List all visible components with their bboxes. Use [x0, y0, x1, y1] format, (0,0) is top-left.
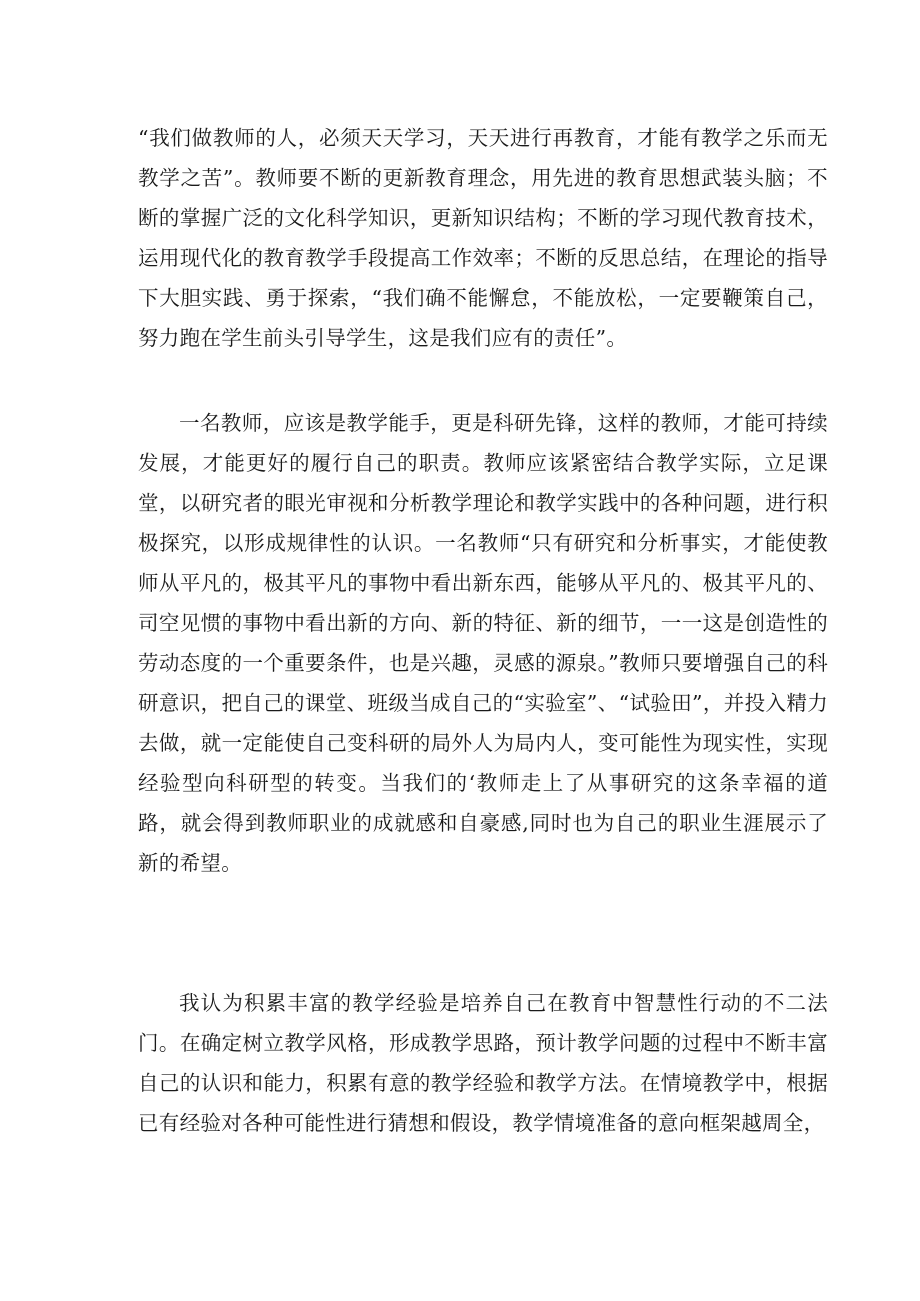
- paragraph-3: 我认为积累丰富的教学经验是培养自己在教育中智慧性行动的不二法门。在确定树立教学风格，形成教学思路，预计教学问题的过程中不断丰富自己的认识和能力，积累有意的教学经验和教学方法。在情境教学中，根据已有经验对各种可能性进行猜想和假设，教学情境准备的意向框架越周全，: [138, 991, 828, 1135]
- paragraph-2: 一名教师，应该是教学能手，更是科研先锋，这样的教师，才能可持续发展，才能更好的履行自己的职责。教师应该紧密结合教学实际，立足课堂，以研究者的眼光审视和分析教学理论和教学实践中的各种问题，进行积极探究，以形成规律性的认识。一名教师“只有研究和分析事实，才能使教师从平凡的，极其平凡的事物中看出新东西，能够从平凡的、极其平凡的、司空见惯的事物中看出新的方向、新的特征、新的细节，一一这是创造性的劳动态度的一个重要条件，也是兴趣，灵感的源泉。”教师只要增强自己的科研意识，把自己的课堂、班级当成自己的“实验室”、“试验田”，并投入精力去做，就一定能使自己变科研的局外人为局内人，变可能性为现实性，实现经验型向科研型的转变。当我们的‘教师走上了从事研究的这条幸福的道路，就会得到教师职业的成就感和自豪感,同时也为自己的职业生涯展示了新的希望。: [138, 411, 828, 875]
- paragraph-1: “我们做教师的人，必须天天学习，天天进行再教育，才能有教学之乐而无教学之苦”。教师要不断的更新教育理念，用先进的教育思想武装头脑；不断的掌握广泛的文化科学知识，更新知识结构；不断的学习现代教育技术，运用现代化的教育教学手段提高工作效率；不断的反思总结，在理论的指导下大胆实践、勇于探索，“我们确不能懈怠，不能放松，一定要鞭策自己，努力跑在学生前头引导学生，这是我们应有的责任”。: [138, 126, 828, 350]
